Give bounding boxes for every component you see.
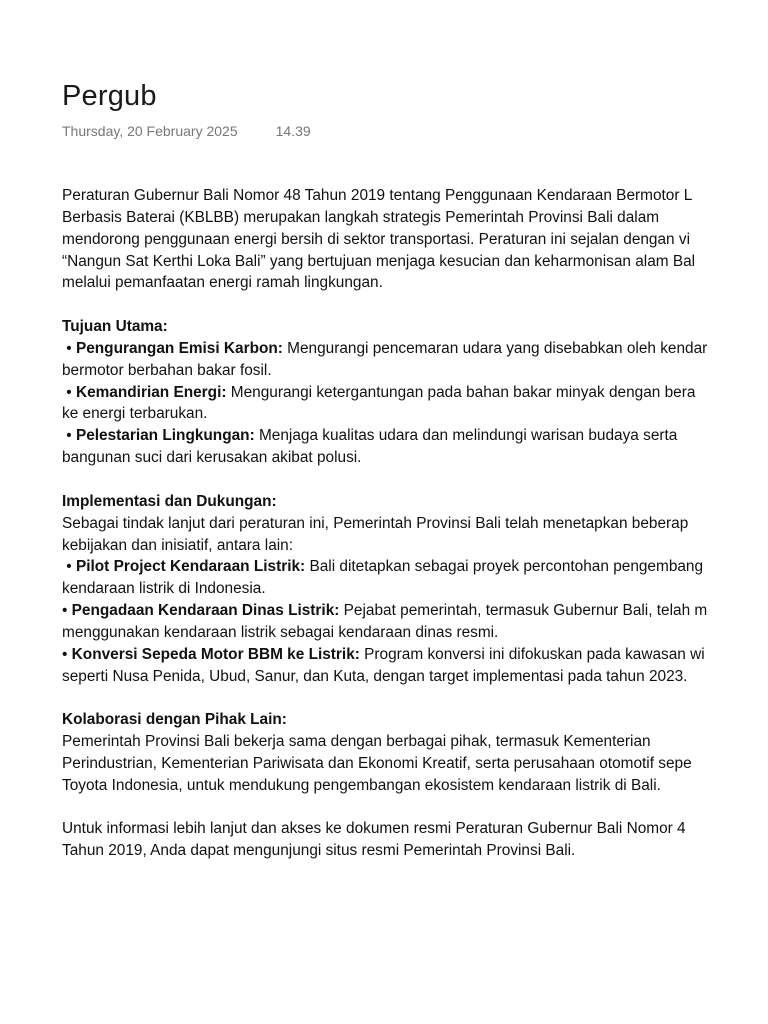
bullet-item-continued: seperti Nusa Penida, Ubud, Sanur, dan Kuta, dengan target implementasi pada tahun 2023. [62, 667, 688, 685]
section-heading-kolaborasi: Kolaborasi dengan Pihak Lain: [62, 711, 287, 729]
paragraph-line: “Nangun Sat Kerthi Loka Bali” yang bertujuan menjaga kesucian dan keharmonisan alam Bal [62, 252, 696, 270]
paragraph-line: Pemerintah Provinsi Bali bekerja sama dengan berbagai pihak, termasuk Kementerian [62, 733, 651, 751]
paragraph-line: Tahun 2019, Anda dapat mengunjungi situs resmi Pemerintah Provinsi Bali. [62, 842, 576, 860]
bullet-item: • Kemandirian Energi: Mengurangi ketergantungan pada bahan bakar minyak dengan bera [62, 383, 696, 401]
bullet-item-continued: bermotor berbahan bakar fosil. [62, 361, 272, 379]
bullet-item-continued: bangunan suci dari kerusakan akibat polusi. [62, 449, 362, 467]
bullet-item-continued: kendaraan listrik di Indonesia. [62, 580, 266, 598]
blank-line [62, 797, 768, 819]
note-time: 14.39 [275, 123, 311, 139]
bullet-item-continued: ke energi terbarukan. [62, 405, 208, 423]
note-body[interactable] [62, 185, 768, 862]
bullet-item: • Konversi Sepeda Motor BBM ke Listrik: Program konversi ini difokuskan pada kawasan wi [62, 645, 705, 663]
bullet-item: • Pilot Project Kendaraan Listrik: Bali ditetapkan sebagai proyek percontohan pengembang [62, 558, 704, 576]
note-timestamp [62, 123, 311, 139]
page-title[interactable]: Pergub [62, 80, 157, 112]
blank-line [62, 687, 768, 709]
note-date: Thursday, 20 February 2025 [62, 123, 238, 139]
paragraph-line: Berbasis Baterai (KBLBB) merupakan langkah strategis Pemerintah Provinsi Bali dalam [62, 208, 660, 226]
paragraph-line: kebijakan dan inisiatif, antara lain: [62, 536, 294, 554]
paragraph-line: mendorong penggunaan energi bersih di sektor transportasi. Peraturan ini sejalan dengan vi [62, 230, 691, 248]
paragraph-line: Peraturan Gubernur Bali Nomor 48 Tahun 2019 tentang Penggunaan Kendaraan Bermotor L [62, 187, 693, 204]
paragraph-line: Perindustrian, Kementerian Pariwisata dan Ekonomi Kreatif, serta perusahaan otomotif sepe [62, 754, 692, 772]
bullet-item: • Pengurangan Emisi Karbon: Mengurangi pencemaran udara yang disebabkan oleh kendar [62, 339, 708, 357]
paragraph-line: Toyota Indonesia, untuk mendukung pengembangan ekosistem kendaraan listrik di Bali. [62, 776, 661, 794]
section-heading-tujuan: Tujuan Utama: [62, 318, 168, 336]
paragraph-line: Untuk informasi lebih lanjut dan akses ke dokumen resmi Peraturan Gubernur Bali Nomor 4 [62, 820, 686, 838]
blank-line [62, 469, 768, 491]
bullet-item: • Pengadaan Kendaraan Dinas Listrik: Pejabat pemerintah, termasuk Gubernur Bali, telah m [62, 602, 708, 620]
paragraph-line: Sebagai tindak lanjut dari peraturan ini, Pemerintah Provinsi Bali telah menetapkan beberap [62, 514, 689, 532]
bullet-item-continued: menggunakan kendaraan listrik sebagai kendaraan dinas resmi. [62, 623, 499, 641]
blank-line [62, 294, 768, 316]
section-heading-implementasi: Implementasi dan Dukungan: [62, 492, 277, 510]
paragraph-line: melalui pemanfaatan energi ramah lingkungan. [62, 274, 383, 292]
bullet-item: • Pelestarian Lingkungan: Menjaga kualitas udara dan melindungi warisan budaya serta [62, 427, 678, 445]
